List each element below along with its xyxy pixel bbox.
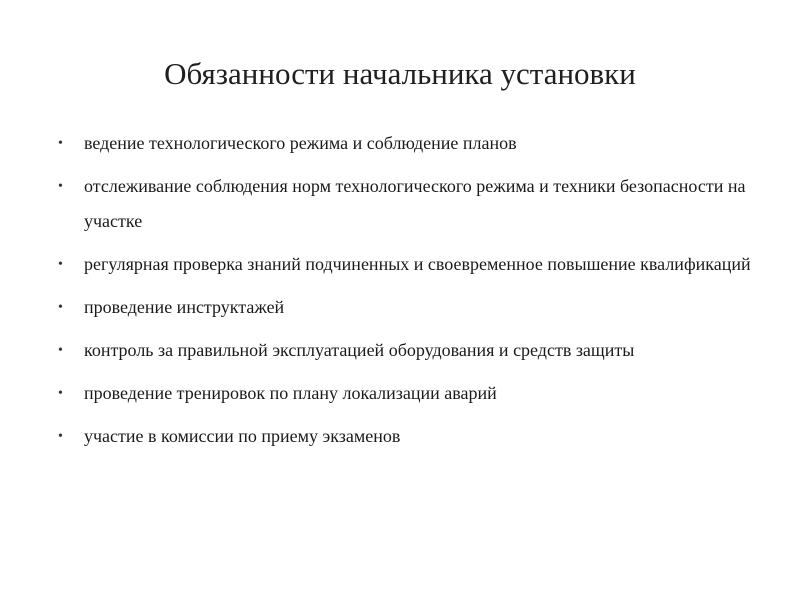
list-item: [58, 376, 758, 411]
list-item-text: регулярная проверка знаний подчиненных и своевременное повышение квалификаций: [84, 254, 751, 274]
list-item: [58, 290, 758, 325]
bullet-icon: •: [58, 257, 63, 272]
list-item-text: контроль за правильной эксплуатацией оборудования и средств защиты: [84, 340, 635, 360]
bullet-icon: •: [58, 429, 63, 444]
list-item-text: ведение технологического режима и соблюдение планов: [84, 133, 517, 153]
bullet-icon: •: [58, 300, 63, 315]
slide-title: Обязанности начальника установки: [164, 56, 636, 91]
list-item: [58, 247, 758, 282]
list-item: [58, 419, 758, 454]
list-item-text: проведение тренировок по плану локализации аварий: [84, 383, 497, 403]
bullet-icon: •: [58, 386, 63, 401]
bullet-icon: •: [58, 179, 63, 194]
list-item-text: проведение инструктажей: [84, 297, 285, 317]
bullet-icon: •: [58, 136, 63, 151]
duties-list: [58, 126, 758, 454]
list-item: [58, 126, 758, 161]
bullet-icon: •: [58, 343, 63, 358]
list-item-text: отслеживание соблюдения норм технологического режима и техники безопасности на участке: [84, 176, 746, 231]
list-item: [58, 333, 758, 368]
list-item: [58, 169, 758, 239]
list-item-text: участие в комиссии по приему экзаменов: [84, 426, 401, 446]
